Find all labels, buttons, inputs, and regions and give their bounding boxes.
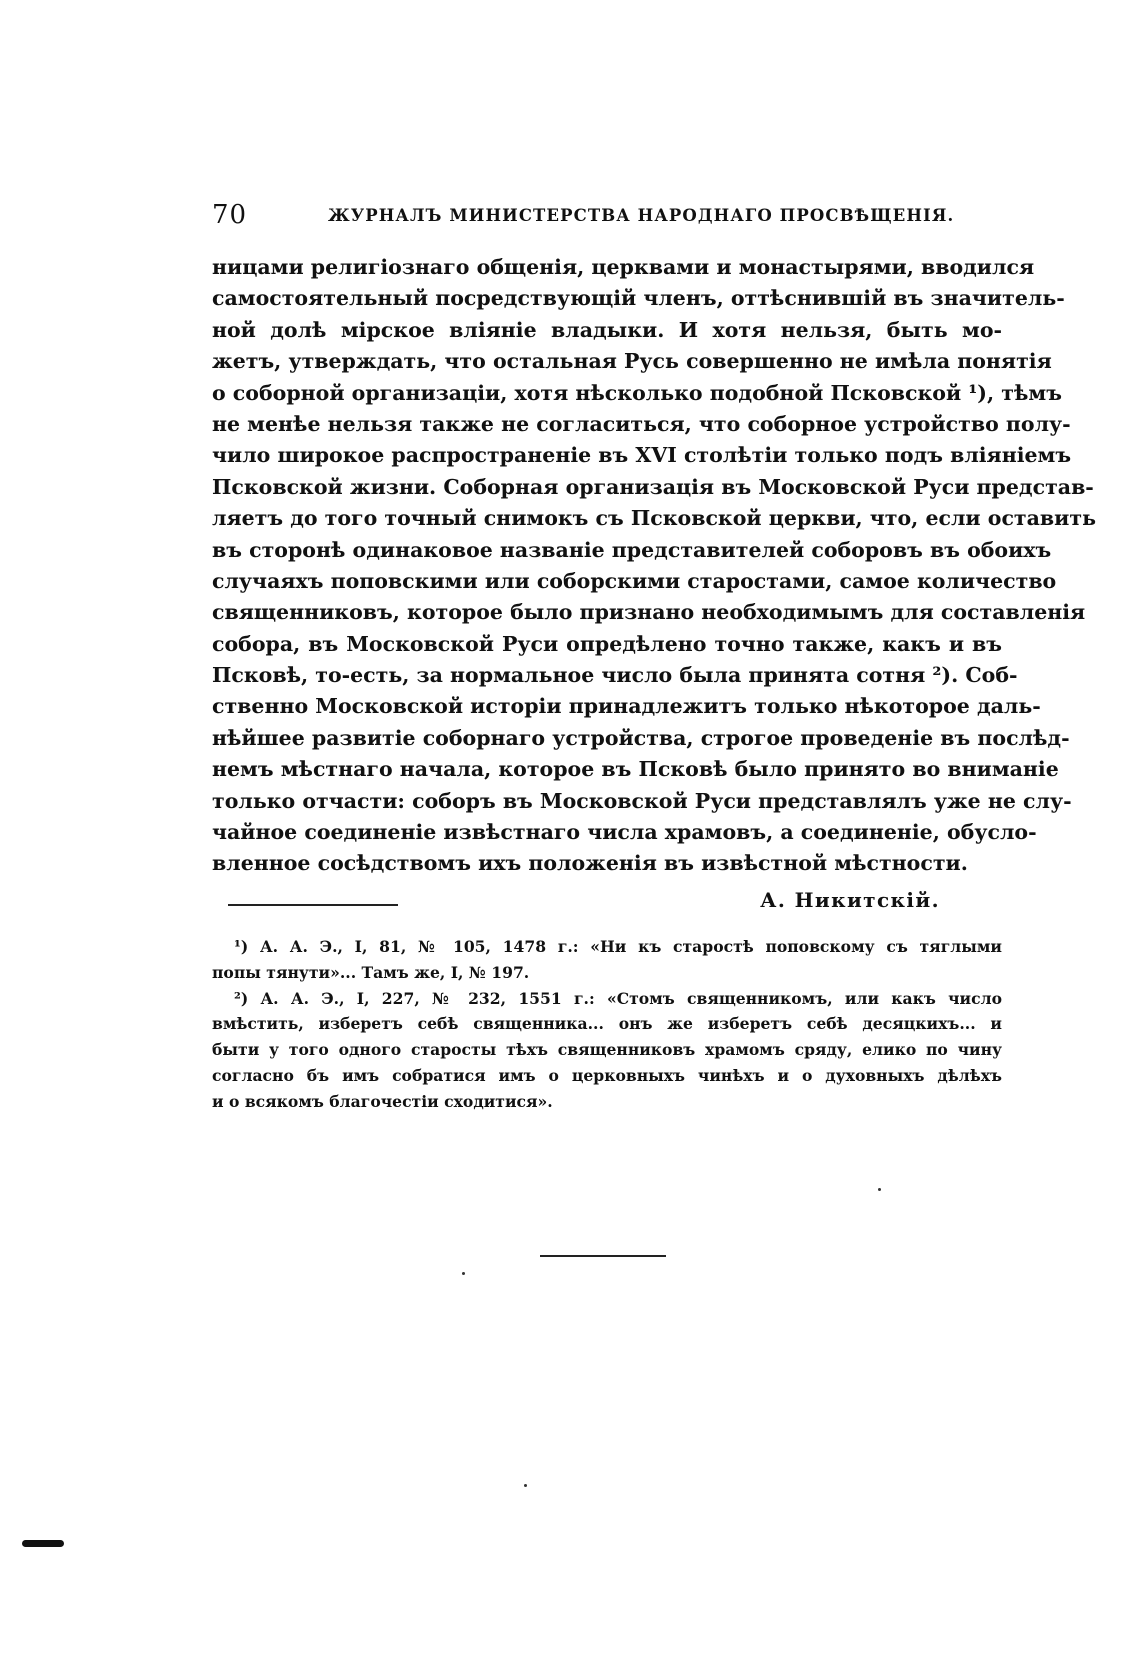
text-line: ственно Московской исторіи принадлежитъ только нѣкоторое даль- — [212, 694, 1041, 719]
footnote-line: попы тянути»... Тамъ же, I, № 197. — [212, 962, 530, 982]
footnote-line: и о всякомъ благочестіи сходитися». — [212, 1091, 553, 1111]
text-line: немъ мѣстнаго начала, которое въ Псковѣ было принято во вниманіе — [212, 757, 1059, 782]
footnote-line: быти у того одного старосты тѣхъ священниковъ храмомъ сряду, елико по чину — [212, 1040, 1002, 1060]
text-line: Псковской жизни. Соборная организація въ Московской Руси представ- — [212, 474, 1094, 499]
text-line: нѣйшее развитіе соборнаго устройства, строгое проведеніе въ послѣд- — [212, 725, 1070, 750]
scan-edge-mark — [22, 1540, 64, 1547]
footnotes — [212, 934, 1002, 1115]
running-head — [212, 200, 1002, 240]
scan-speck — [524, 1484, 527, 1487]
text-line: не менѣе нельзя также не согласиться, что соборное устройство полу- — [212, 411, 1071, 436]
text-line: жетъ, утверждать, что остальная Русь совершенно не имѣла понятія — [212, 349, 1052, 374]
text-line: вленное сосѣдствомъ ихъ положенія въ извѣстной мѣстности. — [212, 851, 968, 876]
text-line: чило широкое распространеніе въ XVI столѣтіи только подъ вліяніемъ — [212, 443, 1072, 468]
main-text — [212, 252, 1096, 880]
author-signature: А. Никитскій. — [760, 888, 940, 912]
text-line: ницами религіознаго общенія, церквами и монастырями, вводился — [212, 255, 1035, 279]
scan-speck — [462, 1272, 465, 1275]
text-line: чайное соединеніе извѣстнаго числа храмовъ, а соединеніе, обусло- — [212, 820, 1037, 845]
footnote-line: согласно бъ имъ собратися имъ о церковныхъ чинѣхъ и о духовныхъ дѣлѣхъ — [212, 1065, 1002, 1085]
text-line: самостоятельный посредствующій членъ, оттѣснившій въ значитель- — [212, 286, 1065, 311]
text-line: священниковъ, которое было признано необходимымъ для составленія — [212, 600, 1086, 625]
end-of-article-rule — [540, 1255, 666, 1257]
text-line: ляетъ до того точный снимокъ съ Псковской церкви, что, если оставить — [212, 506, 1096, 531]
footnote-separator — [228, 904, 398, 906]
page-number: 70 — [212, 200, 248, 230]
journal-title: ЖУРНАЛЪ МИНИСТЕРСТВА НАРОДНАГО ПРОСВѢЩЕНІЯ. — [328, 206, 955, 225]
footnote-line: ²) А. А. Э., I, 227, № 232, 1551 г.: «Стомъ священникомъ, или какъ число — [234, 988, 1002, 1008]
text-line: случаяхъ поповскими или соборскими старостами, самое количество — [212, 568, 1057, 593]
text-line: въ сторонѣ одинаковое названіе представителей соборовъ въ обоихъ — [212, 537, 1052, 562]
footnote-line: вмѣстить, изберетъ себѣ священника... онъ же изберетъ себѣ десяцкихъ... и — [212, 1014, 1002, 1034]
scan-speck — [878, 1188, 881, 1191]
text-line: ной долѣ мірское вліяніе владыки. И хотя нельзя, быть мо- — [212, 317, 1002, 342]
text-line: только отчасти: соборъ въ Московской Руси представлялъ уже не слу- — [212, 788, 1072, 813]
text-line: собора, въ Московской Руси опредѣлено точно также, какъ и въ — [212, 631, 1002, 656]
text-line: Псковѣ, то-есть, за нормальное число была принята сотня ²). Соб- — [212, 663, 1018, 688]
text-line: о соборной организаціи, хотя нѣсколько подобной Псковской ¹), тѣмъ — [212, 380, 1062, 405]
footnote-line: ¹) А. А. Э., I, 81, № 105, 1478 г.: «Ни къ старостѣ поповскому съ тяглыми — [234, 937, 1002, 956]
